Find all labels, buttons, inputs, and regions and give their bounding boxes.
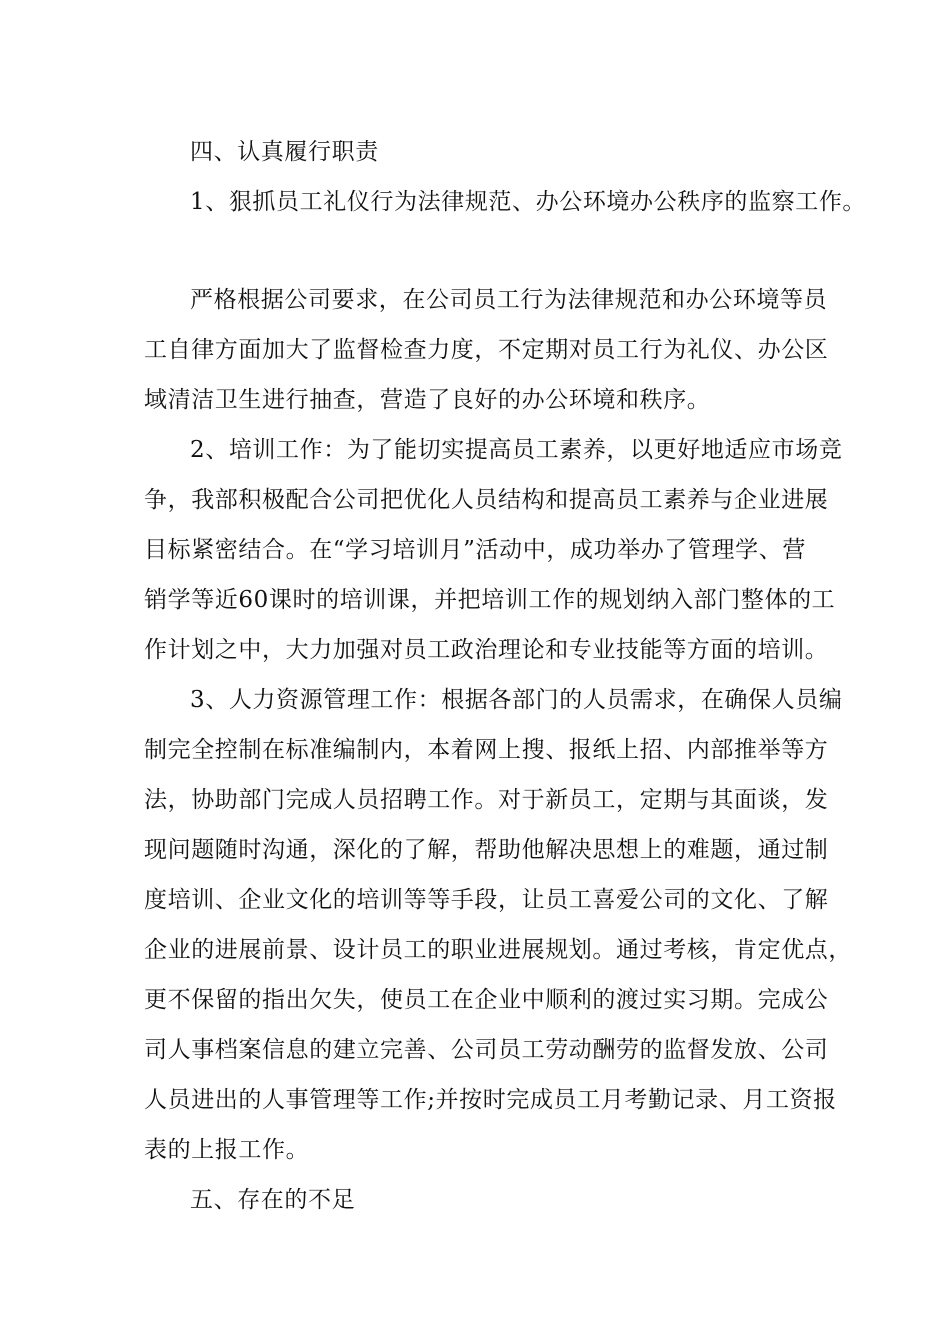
item-2-line: 目标紧密结合。在“学习培训月”活动中，成功举办了管理学、营 [144, 537, 806, 563]
item-3-line: 人员进出的人事管理等工作;并按时完成员工月考勤记录、月工资报 [144, 1087, 837, 1113]
item-2-line: 2、培训工作：为了能切实提高员工素养，以更好地适应市场竞 [190, 437, 843, 463]
item-3-line: 3、人力资源管理工作：根据各部门的人员需求，在确保人员编 [190, 687, 843, 713]
item-3-line: 表的上报工作。 [144, 1137, 310, 1163]
item-3-line: 法，协助部门完成人员招聘工作。对于新员工，定期与其面谈，发 [144, 787, 829, 813]
item-3-line: 更不保留的指出欠失，使员工在企业中顺利的渡过实习期。完成公 [144, 987, 829, 1013]
item-3-line: 现问题随时沟通，深化的了解，帮助他解决思想上的难题，通过制 [144, 837, 829, 863]
item-1-body-line: 工自律方面加大了监督检查力度，不定期对员工行为礼仪、办公区 [144, 337, 829, 363]
item-3-line: 制完全控制在标准编制内，本着网上搜、报纸上招、内部推举等方 [144, 737, 829, 763]
item-2-line: 销学等近60课时的培训课，并把培训工作的规划纳入部门整体的工 [144, 587, 836, 613]
section-heading-4: 四、认真履行职责 [190, 139, 379, 165]
item-1-body-line: 域清洁卫生进行抽查，营造了良好的办公环境和秩序。 [144, 387, 711, 413]
item-3-line: 度培训、企业文化的培训等等手段，让员工喜爱公司的文化、了解 [144, 887, 829, 913]
item-1-title: 1、狠抓员工礼仪行为法律规范、办公环境办公秩序的监察工作。 [190, 189, 867, 215]
item-1-body-line: 严格根据公司要求，在公司员工行为法律规范和办公环境等员 [190, 287, 828, 313]
section-heading-5: 五、存在的不足 [190, 1187, 356, 1213]
item-3-line: 企业的进展前景、设计员工的职业进展规划。通过考核，肯定优点， [144, 937, 852, 963]
item-2-line: 作计划之中，大力加强对员工政治理论和专业技能等方面的培训。 [144, 637, 829, 663]
item-3-line: 司人事档案信息的建立完善、公司员工劳动酬劳的监督发放、公司 [144, 1037, 829, 1063]
item-2-line: 争，我部积极配合公司把优化人员结构和提高员工素养与企业进展 [144, 487, 829, 513]
